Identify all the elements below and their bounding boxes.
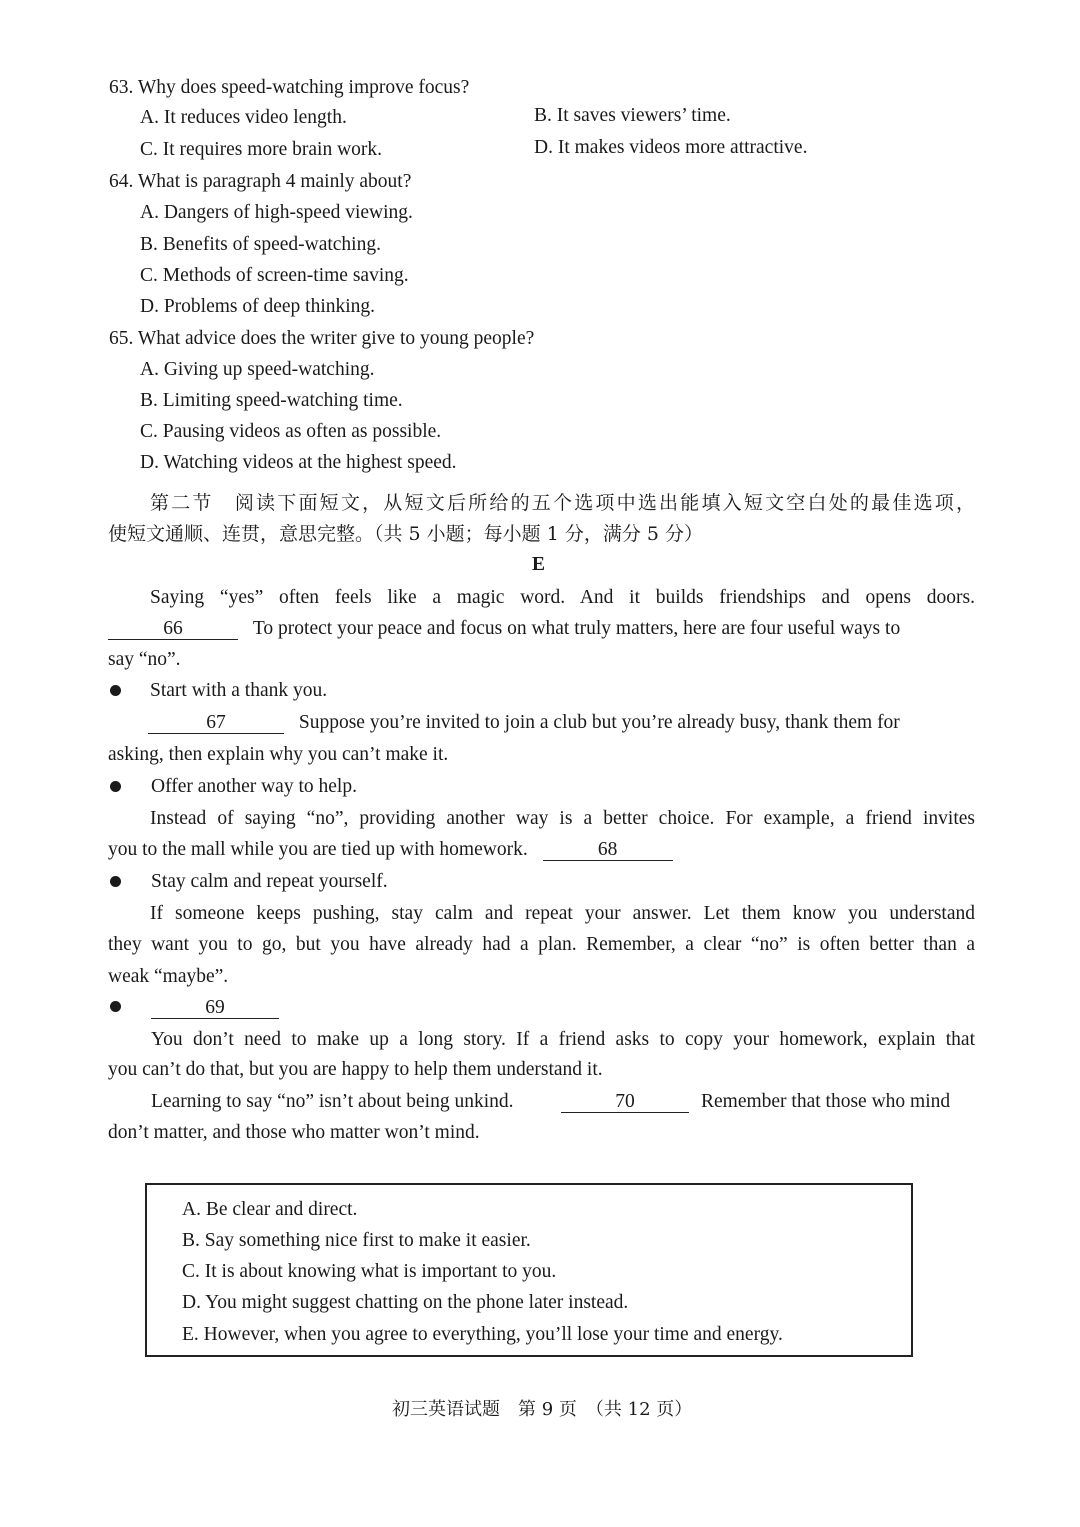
question-65-option-d: D. Watching videos at the highest speed. (140, 452, 457, 473)
question-64-option-d: D. Problems of deep thinking. (140, 296, 376, 317)
passage-p2-line-1 (148, 711, 900, 735)
passage-p5-line-2: you can’t do that, but you are happy to help them understand it. (108, 1059, 603, 1080)
blank-70[interactable]: 70 (561, 1092, 689, 1113)
passage-p6-line-1-start: Learning to say “no” isn’t about being unkind. (151, 1091, 514, 1112)
choice-d: D. You might suggest chatting on the phone later instead. (182, 1292, 629, 1313)
choice-a: A. Be clear and direct. (182, 1199, 358, 1220)
bullet-icon (110, 685, 121, 696)
question-63-option-a: A. It reduces video length. (140, 107, 347, 128)
question-65-option-b: B. Limiting speed-watching time. (140, 390, 403, 411)
passage-p6-blank-wrapper (561, 1090, 689, 1114)
passage-p1-line-3: say “no”. (108, 649, 181, 670)
choice-e: E. However, when you agree to everything, you’ll lose your time and energy. (182, 1324, 783, 1345)
choice-c: C. It is about knowing what is important to you. (182, 1261, 557, 1282)
blank-67[interactable]: 67 (148, 713, 284, 734)
heading-start-with-thanks: Start with a thank you. (150, 680, 328, 701)
section-instruction-line-1: 第二节 阅读下面短文，从短文后所给的五个选项中选出能填入短文空白处的最佳选项， (150, 492, 975, 514)
passage-p6-line-1-end: Remember that those who mind (701, 1091, 951, 1112)
heading-stay-calm: Stay calm and repeat yourself. (151, 871, 388, 892)
section-instruction-line-2: 使短文通顺、连贯，意思完整。（共 5 小题；每小题 1 分，满分 5 分） (108, 523, 704, 545)
question-65-option-c: C. Pausing videos as often as possible. (140, 421, 442, 442)
page-footer: 初三英语试题 第 9 页 （共 12 页） (392, 1399, 693, 1420)
passage-p4-line-3: weak “maybe”. (108, 966, 229, 987)
blank-66[interactable]: 66 (108, 619, 238, 640)
passage-p1-line-2 (108, 617, 900, 641)
question-64-option-a: A. Dangers of high-speed viewing. (140, 202, 413, 223)
passage-p4-line-2: they want you to go, but you have already had a plan. Remember, a clear “no” is often better than a (108, 934, 975, 955)
question-65-option-a: A. Giving up speed-watching. (140, 359, 375, 380)
question-63-option-d: D. It makes videos more attractive. (534, 137, 808, 158)
bullet-icon (110, 781, 121, 792)
passage-p1-line-1: Saying “yes” often feels like a magic word. And it builds friendships and opens doors. (150, 587, 975, 608)
question-64-stem: 64. What is paragraph 4 mainly about? (109, 171, 412, 192)
heading-blank-69-line (151, 996, 279, 1020)
question-64-option-b: B. Benefits of speed-watching. (140, 234, 381, 255)
passage-p2-line-1-text: Suppose you’re invited to join a club but you’re already busy, thank them for (298, 712, 900, 733)
question-63-option-b: B. It saves viewers’ time. (534, 105, 731, 126)
blank-69[interactable]: 69 (151, 998, 279, 1019)
bullet-icon (110, 1001, 121, 1012)
passage-p3-line-2 (108, 838, 673, 862)
passage-p6-line-2: don’t matter, and those who matter won’t mind. (108, 1122, 480, 1143)
bullet-icon (110, 876, 121, 887)
question-64-option-c: C. Methods of screen-time saving. (140, 265, 409, 286)
passage-p4-line-1: If someone keeps pushing, stay calm and repeat your answer. Let them know you understand (150, 903, 975, 924)
heading-offer-another-way: Offer another way to help. (151, 776, 357, 797)
passage-p1-line-2-text: To protect your peace and focus on what truly matters, here are four useful ways to (252, 618, 901, 639)
passage-p2-line-2: asking, then explain why you can’t make it. (108, 744, 449, 765)
passage-letter: E (532, 554, 546, 575)
blank-68[interactable]: 68 (543, 840, 673, 861)
passage-p5-line-1: You don’t need to make up a long story. If a friend asks to copy your homework, explain that (151, 1029, 975, 1050)
question-65-stem: 65. What advice does the writer give to young people? (109, 328, 535, 349)
passage-p3-line-2-text: you to the mall while you are tied up with homework. (108, 839, 528, 860)
question-63-stem: 63. Why does speed-watching improve focus? (109, 77, 470, 98)
question-63-option-c: C. It requires more brain work. (140, 139, 383, 160)
choice-b: B. Say something nice first to make it easier. (182, 1230, 531, 1251)
passage-p3-line-1: Instead of saying “no”, providing another way is a better choice. For example, a friend invites (150, 808, 975, 829)
